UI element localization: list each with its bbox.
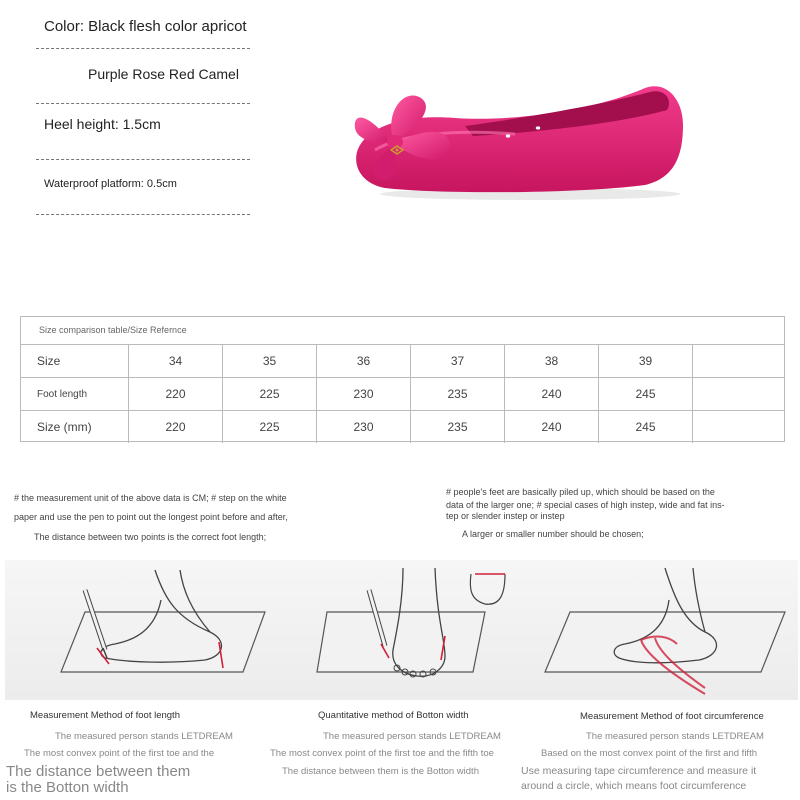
note-right-2: data of the larger one; # special cases of high instep, wide and fat ins- bbox=[446, 500, 725, 510]
table-row bbox=[21, 344, 784, 377]
length-method-line-1: The measured person stands LETDREAM bbox=[55, 731, 233, 742]
table-caption: Size comparison table/Size Refernce bbox=[39, 325, 187, 335]
table-cell: 240 bbox=[504, 378, 598, 410]
table-cell bbox=[692, 345, 784, 377]
table-cell: 36 bbox=[316, 345, 410, 377]
size-table bbox=[20, 316, 785, 442]
table-grid bbox=[21, 344, 784, 443]
divider bbox=[36, 214, 250, 215]
note-right-1: # people's feet are basically piled up, which should be based on the bbox=[446, 487, 715, 497]
divider bbox=[36, 103, 250, 104]
circumference-method-line-1: The measured person stands LETDREAM bbox=[586, 731, 764, 742]
length-method-line-2: The most convex point of the first toe and the bbox=[24, 748, 215, 759]
length-method-title: Measurement Method of foot length bbox=[30, 710, 180, 721]
circumference-method-line-2: Based on the most convex point of the first and fifth bbox=[541, 748, 757, 759]
width-method-line-3: The distance between them is the Botton width bbox=[282, 766, 479, 777]
spec-panel bbox=[0, 0, 290, 230]
divider bbox=[36, 159, 250, 160]
table-row bbox=[21, 377, 784, 410]
table-cell: 34 bbox=[128, 345, 222, 377]
circumference-method-line-3: Use measuring tape circumference and measure it bbox=[521, 765, 757, 777]
width-method-title: Quantitative method of Botton width bbox=[318, 710, 469, 721]
circumference-method-title: Measurement Method of foot circumference bbox=[580, 711, 764, 722]
row-label: Size (mm) bbox=[37, 420, 92, 434]
platform-height: Waterproof platform: 0.5cm bbox=[44, 178, 177, 190]
table-cell: 35 bbox=[222, 345, 316, 377]
note-right-4: A larger or smaller number should be chosen; bbox=[462, 529, 644, 539]
shoe-image bbox=[345, 70, 705, 210]
table-cell bbox=[692, 378, 784, 410]
table-cell: 225 bbox=[222, 378, 316, 410]
table-cell: 245 bbox=[598, 378, 692, 410]
circumference-method-line-4: around a circle, which means foot circumference bbox=[521, 780, 747, 792]
table-cell: 39 bbox=[598, 345, 692, 377]
width-method-line-2: The most convex point of the first toe and the fifth toe bbox=[270, 748, 494, 759]
table-cell: 220 bbox=[128, 411, 222, 443]
note-left-3: The distance between two points is the correct foot length; bbox=[34, 532, 267, 542]
width-method-line-1: The measured person stands LETDREAM bbox=[323, 731, 501, 742]
table-cell: 37 bbox=[410, 345, 504, 377]
table-cell: 235 bbox=[410, 411, 504, 443]
table-cell: 38 bbox=[504, 345, 598, 377]
note-left-1: # the measurement unit of the above data is CM; # step on the white bbox=[14, 493, 287, 503]
table-cell bbox=[692, 411, 784, 443]
length-method-line-3: The distance between them is the Botton width bbox=[6, 763, 191, 796]
table-cell: 225 bbox=[222, 411, 316, 443]
table-cell: 235 bbox=[410, 378, 504, 410]
table-row bbox=[21, 410, 784, 443]
color-line-1: Color: Black flesh color apricot bbox=[44, 18, 247, 35]
row-label: Foot length bbox=[37, 388, 88, 400]
color-line-2: Purple Rose Red Camel bbox=[88, 66, 239, 82]
table-cell: 230 bbox=[316, 378, 410, 410]
table-cell: 240 bbox=[504, 411, 598, 443]
measurement-diagram bbox=[5, 560, 798, 700]
row-label: Size bbox=[37, 354, 61, 368]
note-left-2: paper and use the pen to point out the longest point before and after, bbox=[14, 512, 288, 522]
divider bbox=[36, 48, 250, 49]
table-cell: 220 bbox=[128, 378, 222, 410]
note-right-3: tep or slender instep or instep bbox=[446, 511, 565, 521]
table-cell: 230 bbox=[316, 411, 410, 443]
heel-height: Heel height: 1.5cm bbox=[44, 116, 161, 132]
table-cell: 245 bbox=[598, 411, 692, 443]
